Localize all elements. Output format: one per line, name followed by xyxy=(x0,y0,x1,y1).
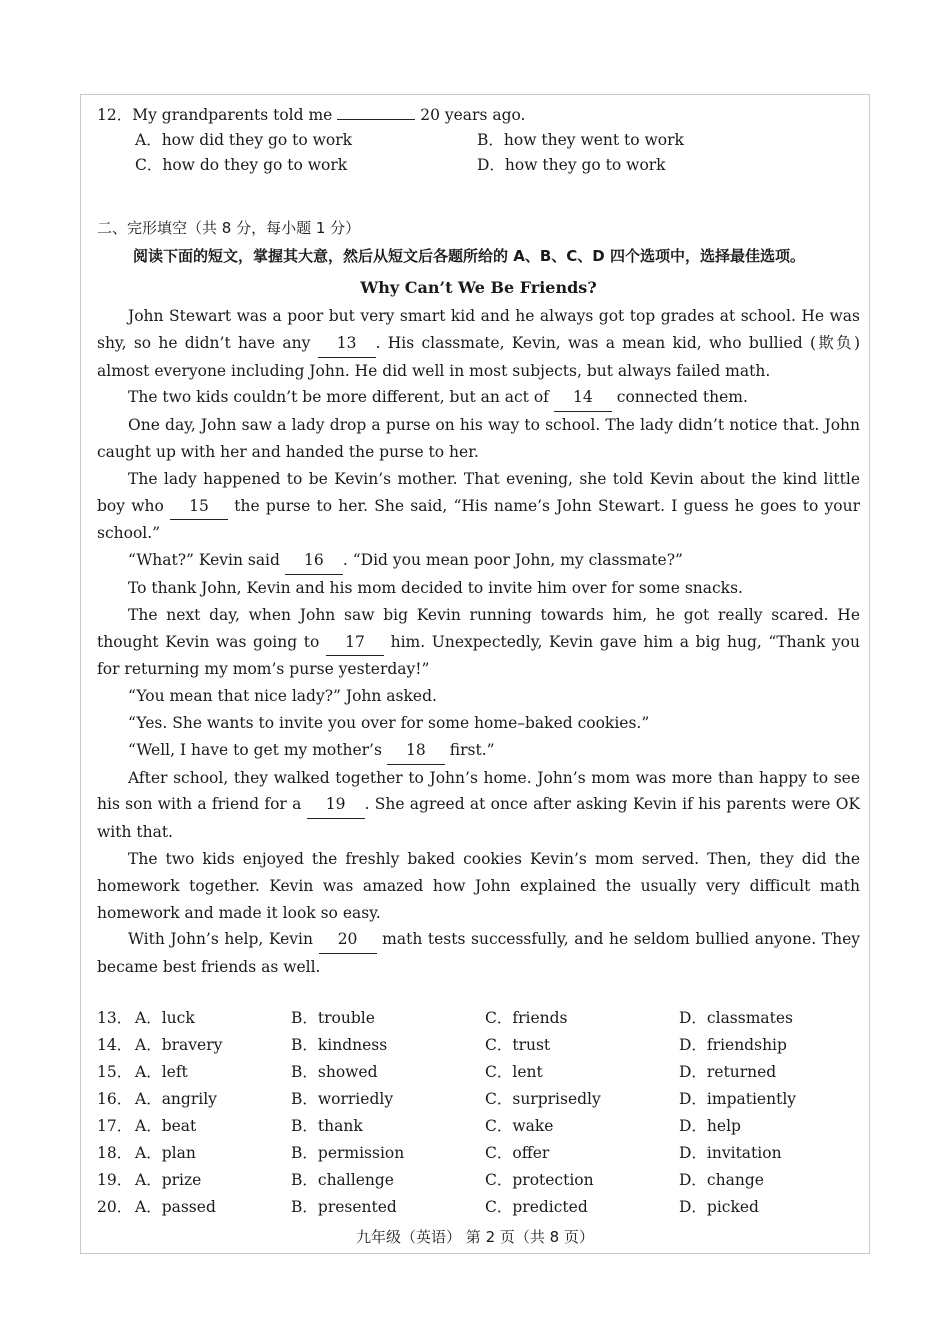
paragraph: To thank John, Kevin and his mom decided to invite him over for some snacks. xyxy=(128,578,743,597)
answer-row: 20． A．passed B．presented C．predicted D．picked xyxy=(97,1194,860,1221)
paragraph: “What?” Kevin said 16 . “Did you mean poor John, my classmate?” xyxy=(97,547,860,575)
blank-17: 17 xyxy=(326,629,384,657)
blank-14: 14 xyxy=(554,384,612,412)
answer-row: 19． A．prize B．challenge C．protection D．change xyxy=(97,1167,860,1194)
section-heading: 二、完形填空（共 8 分，每小题 1 分） xyxy=(97,219,361,237)
page-footer: 九年级（英语） 第 2 页（共 8 页） xyxy=(356,1228,594,1246)
choice-d[interactable]: D．invitation xyxy=(679,1143,782,1162)
answer-choices xyxy=(97,1005,860,1221)
blank-18: 18 xyxy=(387,737,445,765)
option-b[interactable]: B．how they went to work xyxy=(477,131,684,149)
choice-d[interactable]: D．returned xyxy=(679,1062,777,1081)
passage-title: Why Can’t We Be Friends? xyxy=(360,278,597,297)
choice-c[interactable]: C．surprisedly xyxy=(485,1089,601,1108)
choice-c[interactable]: C．lent xyxy=(485,1062,543,1081)
paragraph: “You mean that nice lady?” John asked. xyxy=(128,687,437,706)
choice-a[interactable]: A．bravery xyxy=(135,1035,223,1054)
option-a[interactable]: A．how did they go to work xyxy=(135,131,353,149)
exam-content xyxy=(97,102,860,1221)
question-12 xyxy=(97,102,860,178)
choice-b[interactable]: B．worriedly xyxy=(291,1089,394,1108)
choice-a[interactable]: A．luck xyxy=(135,1008,195,1027)
choice-d[interactable]: D．change xyxy=(679,1170,764,1189)
question-12-options xyxy=(97,128,860,178)
paragraph: The lady happened to be Kevin’s mother. That evening, she told Kevin about the kind little boy who 15 the purse to her. She said, “His name’s John Stewart. I guess he goes to your school.” xyxy=(97,469,860,543)
paragraph: The two kids couldn’t be more different, but an act of 14 connected them. xyxy=(97,384,860,412)
blank-20: 20 xyxy=(319,926,377,954)
choice-c[interactable]: C．protection xyxy=(485,1170,594,1189)
choice-c[interactable]: C．offer xyxy=(485,1143,550,1162)
answer-row: 16． A．angrily B．worriedly C．surprisedly D．impatiently xyxy=(97,1086,860,1113)
paragraph: The two kids enjoyed the freshly baked cookies Kevin’s mom served. Then, they did the homework together. Kevin was amazed how John explained the usually very difficult math homework and made it look so easy. xyxy=(97,849,860,922)
option-d[interactable]: D．how they go to work xyxy=(477,156,666,174)
choice-a[interactable]: A．passed xyxy=(135,1197,216,1216)
choice-b[interactable]: B．kindness xyxy=(291,1035,388,1054)
choice-a[interactable]: A．plan xyxy=(135,1143,196,1162)
answer-row: 14． A．bravery B．kindness C．trust D．friendship xyxy=(97,1032,860,1059)
paragraph: The next day, when John saw big Kevin running towards him, he got really scared. He thought Kevin was going to 17 him. Unexpectedly, Kevin gave him a big hug, “Thank you for returning my mom’s purse yesterday!” xyxy=(97,605,860,679)
choice-a[interactable]: A．prize xyxy=(135,1170,202,1189)
choice-a[interactable]: A．angrily xyxy=(135,1089,217,1108)
choice-c[interactable]: C．predicted xyxy=(485,1197,588,1216)
choice-d[interactable]: D．impatiently xyxy=(679,1089,797,1108)
blank-13: 13 xyxy=(318,330,376,358)
choice-a[interactable]: A．beat xyxy=(135,1116,197,1135)
blank-15: 15 xyxy=(170,493,228,521)
choice-b[interactable]: B．presented xyxy=(291,1197,397,1216)
blank-19: 19 xyxy=(307,791,365,819)
choice-a[interactable]: A．left xyxy=(135,1062,188,1081)
section-instructions: 阅读下面的短文，掌握其大意，然后从短文后各题所给的 A、B、C、D 四个选项中，选择最佳选项。 xyxy=(133,247,805,265)
paragraph: “Yes. She wants to invite you over for some home–baked cookies.” xyxy=(128,713,650,732)
answer-row: 15． A．left B．showed C．lent D．returned xyxy=(97,1059,860,1086)
answer-blank xyxy=(337,119,415,120)
choice-b[interactable]: B．challenge xyxy=(291,1170,394,1189)
answer-row: 18． A．plan B．permission C．offer D．invitation xyxy=(97,1140,860,1167)
choice-b[interactable]: B．trouble xyxy=(291,1008,375,1027)
paragraph: One day, John saw a lady drop a purse on his way to school. The lady didn’t notice that. John caught up with her and handed the purse to her. xyxy=(97,416,860,461)
choice-c[interactable]: C．trust xyxy=(485,1035,551,1054)
paragraph: After school, they walked together to John’s home. John’s mom was more than happy to see his son with a friend for a 19 . She agreed at once after asking Kevin if his parents were OK with that. xyxy=(97,768,860,842)
answer-row: 13． A．luck B．trouble C．friends D．classmates xyxy=(97,1005,860,1032)
choice-b[interactable]: B．permission xyxy=(291,1143,405,1162)
question-12-stem: 12．My grandparents told me 20 years ago. xyxy=(97,106,526,124)
paragraph: “Well, I have to get my mother’s 18 first.” xyxy=(97,737,860,765)
blank-16: 16 xyxy=(285,547,343,575)
choice-b[interactable]: B．showed xyxy=(291,1062,378,1081)
option-c[interactable]: C．how do they go to work xyxy=(135,156,348,174)
choice-d[interactable]: D．help xyxy=(679,1116,741,1135)
passage xyxy=(97,303,860,981)
paragraph: John Stewart was a poor but very smart kid and he always got top grades at school. He was shy, so he didn’t have any 13 . His classmate, Kevin, was a mean kid, who bullied (欺负) almost everyone including John. He did well in most subjects, but always failed math. xyxy=(97,307,861,380)
choice-b[interactable]: B．thank xyxy=(291,1116,363,1135)
choice-d[interactable]: D．friendship xyxy=(679,1035,787,1054)
answer-row: 17． A．beat B．thank C．wake D．help xyxy=(97,1113,860,1140)
choice-d[interactable]: D．classmates xyxy=(679,1008,794,1027)
choice-c[interactable]: C．friends xyxy=(485,1008,568,1027)
choice-c[interactable]: C．wake xyxy=(485,1116,554,1135)
paragraph: With John’s help, Kevin 20 math tests successfully, and he seldom bullied anyone. They became best friends as well. xyxy=(97,926,860,981)
choice-d[interactable]: D．picked xyxy=(679,1197,759,1216)
